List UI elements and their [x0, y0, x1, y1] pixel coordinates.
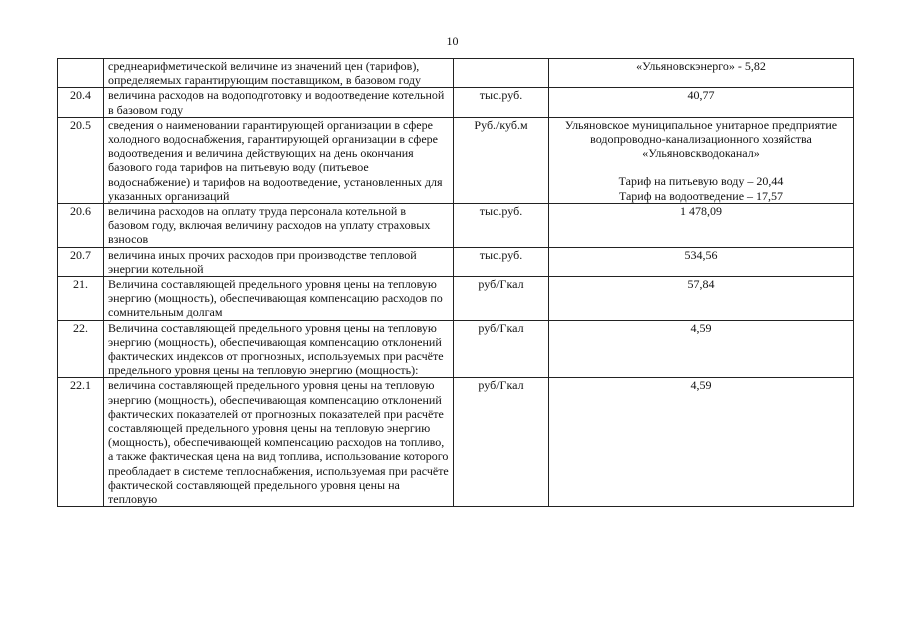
row-unit: руб/Гкал — [454, 320, 549, 378]
table-row — [58, 88, 854, 117]
table-row — [58, 320, 854, 378]
value-line: водопроводно-канализационного хозяйства — [590, 132, 812, 147]
row-unit: тыс.руб. — [454, 88, 549, 117]
table-row — [58, 277, 854, 321]
row-value: 4,59 — [549, 378, 854, 507]
row-value: 4,59 — [549, 320, 854, 378]
row-description: среднеарифметической величине из значений цен (тарифов), определяемых гарантирующим поставщиком, в базовом году — [104, 59, 454, 88]
table-row — [58, 117, 854, 203]
value-gap — [553, 160, 849, 174]
row-number: 22.1 — [58, 378, 104, 507]
row-unit: Руб./куб.м — [454, 117, 549, 203]
row-number: 21. — [58, 277, 104, 321]
table-row — [58, 204, 854, 248]
row-value: 57,84 — [549, 277, 854, 321]
row-number: 20.5 — [58, 117, 104, 203]
row-description: величина иных прочих расходов при производстве тепловой энергии котельной — [104, 247, 454, 276]
row-value: 40,77 — [549, 88, 854, 117]
row-value: 1 478,09 — [549, 204, 854, 248]
row-unit: тыс.руб. — [454, 247, 549, 276]
row-number: 22. — [58, 320, 104, 378]
row-value: «Ульяновскэнерго» - 5,82 — [549, 59, 854, 88]
row-description: величина расходов на оплату труда персонала котельной в базовом году, включая величину расходов на уплату страховых взносов — [104, 204, 454, 248]
row-description: величина расходов на водоподготовку и водоотведение котельной в базовом году — [104, 88, 454, 117]
row-number: 20.6 — [58, 204, 104, 248]
row-number — [58, 59, 104, 88]
page-number: 10 — [446, 34, 459, 48]
row-value — [549, 117, 854, 203]
value-line: «Ульяновскводоканал» — [642, 146, 760, 161]
value-line: Тариф на питьевую воду – 20,44 — [618, 174, 784, 189]
row-unit: руб/Гкал — [454, 378, 549, 507]
row-number: 20.7 — [58, 247, 104, 276]
row-value: 534,56 — [549, 247, 854, 276]
value-line: Ульяновское муниципальное унитарное предприятие — [564, 117, 838, 132]
table-row — [58, 59, 854, 88]
row-unit — [454, 59, 549, 88]
row-description: величина составляющей предельного уровня цены на тепловую энергию (мощность), обеспечивающая компенсацию отклонений фактических показателей от прогнозных показателей при расчёте составляющей предельного уровня цены на тепловую энергию (мощность), обеспечивающей компенсацию расходов на топливо, а также фактическая цена на вид топлива, использование которого преобладает в системе теплоснабжения, используемая при расчёте фактической составляющей предельного уровня цены на тепловую — [104, 378, 454, 507]
row-unit: тыс.руб. — [454, 204, 549, 248]
table-row — [58, 378, 854, 507]
row-description: Величина составляющей предельного уровня цены на тепловую энергию (мощность), обеспечивающая компенсацию отклонений фактических индексов от прогнозных, используемых при расчёте предельного уровня цены на тепловую энергию (мощность): — [104, 320, 454, 378]
row-unit: руб/Гкал — [454, 277, 549, 321]
row-description: сведения о наименовании гарантирующей организации в сфере холодного водоснабжения, гарантирующей организации в сфере водоотведения и величина действующих на день окончания базового года тарифов на питьевую воду (питьевое водоснабжение) и тарифов на водоотведение, установленных для указанных организаций — [104, 117, 454, 203]
value-line: Тариф на водоотведение – 17,57 — [618, 188, 784, 203]
row-description: Величина составляющей предельного уровня цены на тепловую энергию (мощность), обеспечивающая компенсацию расходов по сомнительным долгам — [104, 277, 454, 321]
table-row — [58, 247, 854, 276]
row-number: 20.4 — [58, 88, 104, 117]
tariff-table — [57, 58, 854, 507]
